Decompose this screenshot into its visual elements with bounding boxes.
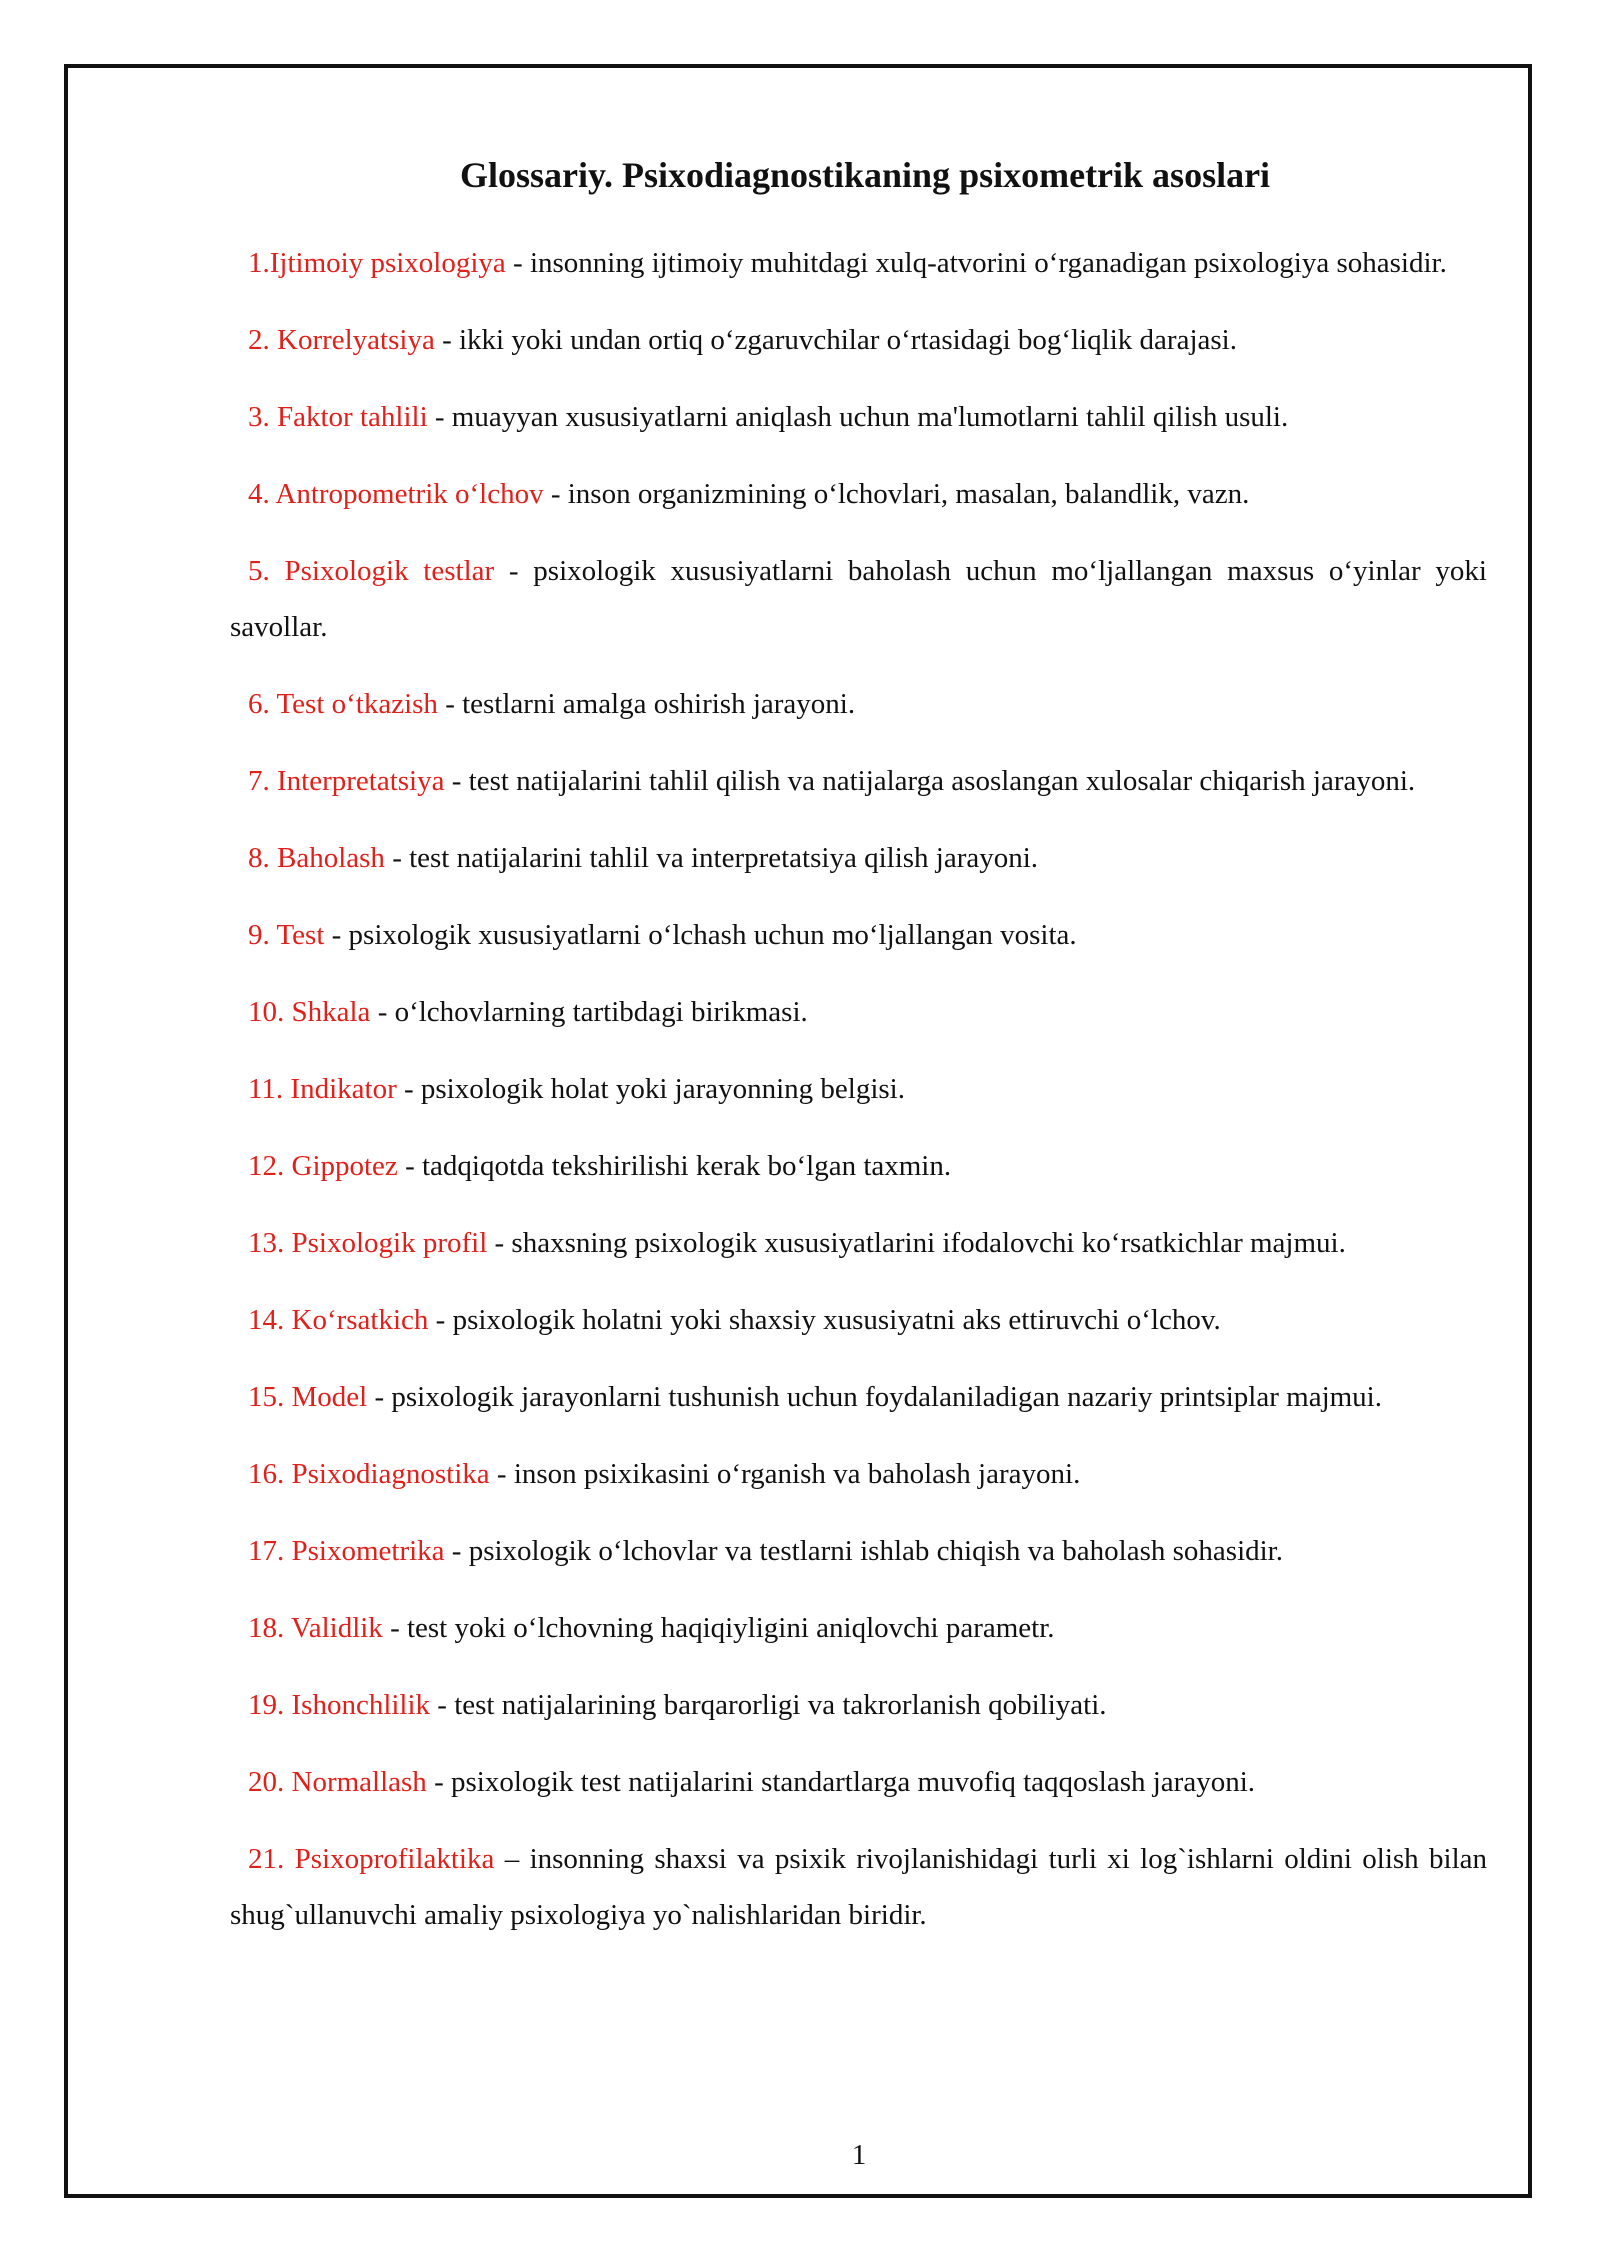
glossary-entry-17 xyxy=(230,1523,1487,1579)
glossary-term: 14. Ko‘rsatkich xyxy=(248,1304,429,1336)
glossary-term: 8. Baholash xyxy=(248,842,385,874)
glossary-definition: - inson organizmining o‘lchovlari, masalan, balandlik, vazn. xyxy=(543,478,1250,510)
glossary-entry-6 xyxy=(230,676,1487,732)
glossary-definition: - inson psixikasini o‘rganish va baholash jarayoni. xyxy=(489,1458,1081,1490)
glossary-list xyxy=(230,235,1487,1964)
glossary-term: 17. Psixometrika xyxy=(248,1535,445,1567)
glossary-entry-10 xyxy=(230,984,1487,1040)
glossary-entry-16 xyxy=(230,1446,1487,1502)
glossary-definition: - test natijalarining barqarorligi va takrorlanish qobiliyati. xyxy=(430,1689,1107,1721)
glossary-definition: - test natijalarini tahlil va interpretatsiya qilish jarayoni. xyxy=(384,842,1039,874)
glossary-term: 11. Indikator xyxy=(248,1073,397,1105)
glossary-term: 4. Antropometrik o‘lchov xyxy=(248,478,544,510)
glossary-term: 21. Psixoprofilaktika xyxy=(248,1843,495,1875)
glossary-entry-20 xyxy=(230,1754,1487,1810)
glossary-term: 3. Faktor tahlili xyxy=(248,401,428,433)
glossary-term: 16. Psixodiagnostika xyxy=(248,1458,490,1490)
glossary-definition: - test natijalarini tahlil qilish va natijalarga asoslangan xulosalar chiqarish jarayoni. xyxy=(444,765,1416,797)
glossary-term: 2. Korrelyatsiya xyxy=(248,324,435,356)
glossary-term: 19. Ishonchlilik xyxy=(248,1689,431,1721)
glossary-entry-11 xyxy=(230,1061,1487,1117)
document-title: Glossariy. Psixodiagnostikaning psixometrik asoslari xyxy=(459,155,1271,195)
glossary-term: 10. Shkala xyxy=(248,996,371,1028)
glossary-definition: - psixologik o‘lchovlar va testlarni ishlab chiqish va baholash sohasidir. xyxy=(444,1535,1283,1567)
glossary-entry-7 xyxy=(230,753,1487,809)
glossary-entry-21 xyxy=(230,1831,1487,1943)
glossary-definition: - testlarni amalga oshirish jarayoni. xyxy=(437,688,856,720)
glossary-term: 20. Normallash xyxy=(248,1766,427,1798)
glossary-term: 13. Psixologik profil xyxy=(248,1227,488,1259)
glossary-entry-2 xyxy=(230,312,1487,368)
glossary-term: 6. Test o‘tkazish xyxy=(248,688,438,720)
glossary-entry-15 xyxy=(230,1369,1487,1425)
glossary-definition: - psixologik jarayonlarni tushunish uchun foydalaniladigan nazariy printsiplar majmui. xyxy=(367,1381,1382,1413)
glossary-term: 15. Model xyxy=(248,1381,368,1413)
glossary-definition: - insonning ijtimoiy muhitdagi xulq-atvorini o‘rganadigan psixologiya sohasidir. xyxy=(505,247,1447,279)
glossary-definition: - muayyan xususiyatlarni aniqlash uchun ma'lumotlarni tahlil qilish usuli. xyxy=(427,401,1289,433)
glossary-entry-14 xyxy=(230,1292,1487,1348)
glossary-term: 1.Ijtimoiy psixologiya xyxy=(248,247,506,279)
glossary-definition: - test yoki o‘lchovning haqiqiyligini aniqlovchi parametr. xyxy=(382,1612,1055,1644)
glossary-entry-19 xyxy=(230,1677,1487,1733)
glossary-term: 18. Validlik xyxy=(248,1612,383,1644)
glossary-entry-9 xyxy=(230,907,1487,963)
glossary-definition: - psixologik xususiyatlarni baholash uchun mo‘ljallangan maxsus o‘yinlar yoki savollar. xyxy=(230,555,1487,643)
glossary-definition: - ikki yoki undan ortiq o‘zgaruvchilar o‘rtasidagi bog‘liqlik darajasi. xyxy=(434,324,1237,356)
page-number: 1 xyxy=(851,2139,867,2171)
glossary-definition: - tadqiqotda tekshirilishi kerak bo‘lgan taxmin. xyxy=(397,1150,952,1182)
glossary-term: 5. Psixologik testlar xyxy=(248,555,495,587)
glossary-term: 7. Interpretatsiya xyxy=(248,765,445,797)
glossary-entry-4 xyxy=(230,466,1487,522)
glossary-definition: - shaxsning psixologik xususiyatlarini ifodalovchi ko‘rsatkichlar majmui. xyxy=(487,1227,1346,1259)
glossary-definition: - psixologik holat yoki jarayonning belgisi. xyxy=(396,1073,905,1105)
glossary-entry-13 xyxy=(230,1215,1487,1271)
glossary-entry-18 xyxy=(230,1600,1487,1656)
glossary-term: 9. Test xyxy=(248,919,325,951)
glossary-entry-5 xyxy=(230,543,1487,655)
glossary-definition: - psixologik test natijalarini standartlarga muvofiq taqqoslash jarayoni. xyxy=(426,1766,1256,1798)
glossary-definition: – insonning shaxsi va psixik rivojlanishidagi turli xi log`ishlarni oldini olish bilan shug`ullanuvchi amaliy psixologiya yo`nalishlaridan biridir. xyxy=(230,1843,1488,1931)
glossary-entry-8 xyxy=(230,830,1487,886)
glossary-entry-3 xyxy=(230,389,1487,445)
glossary-term: 12. Gippotez xyxy=(248,1150,398,1182)
glossary-entry-1 xyxy=(230,235,1487,291)
glossary-definition: - psixologik holatni yoki shaxsiy xususiyatni aks ettiruvchi o‘lchov. xyxy=(428,1304,1221,1336)
glossary-definition: - psixologik xususiyatlarni o‘lchash uchun mo‘ljallangan vosita. xyxy=(324,919,1077,951)
glossary-definition: - o‘lchovlarning tartibdagi birikmasi. xyxy=(370,996,808,1028)
glossary-entry-12 xyxy=(230,1138,1487,1194)
